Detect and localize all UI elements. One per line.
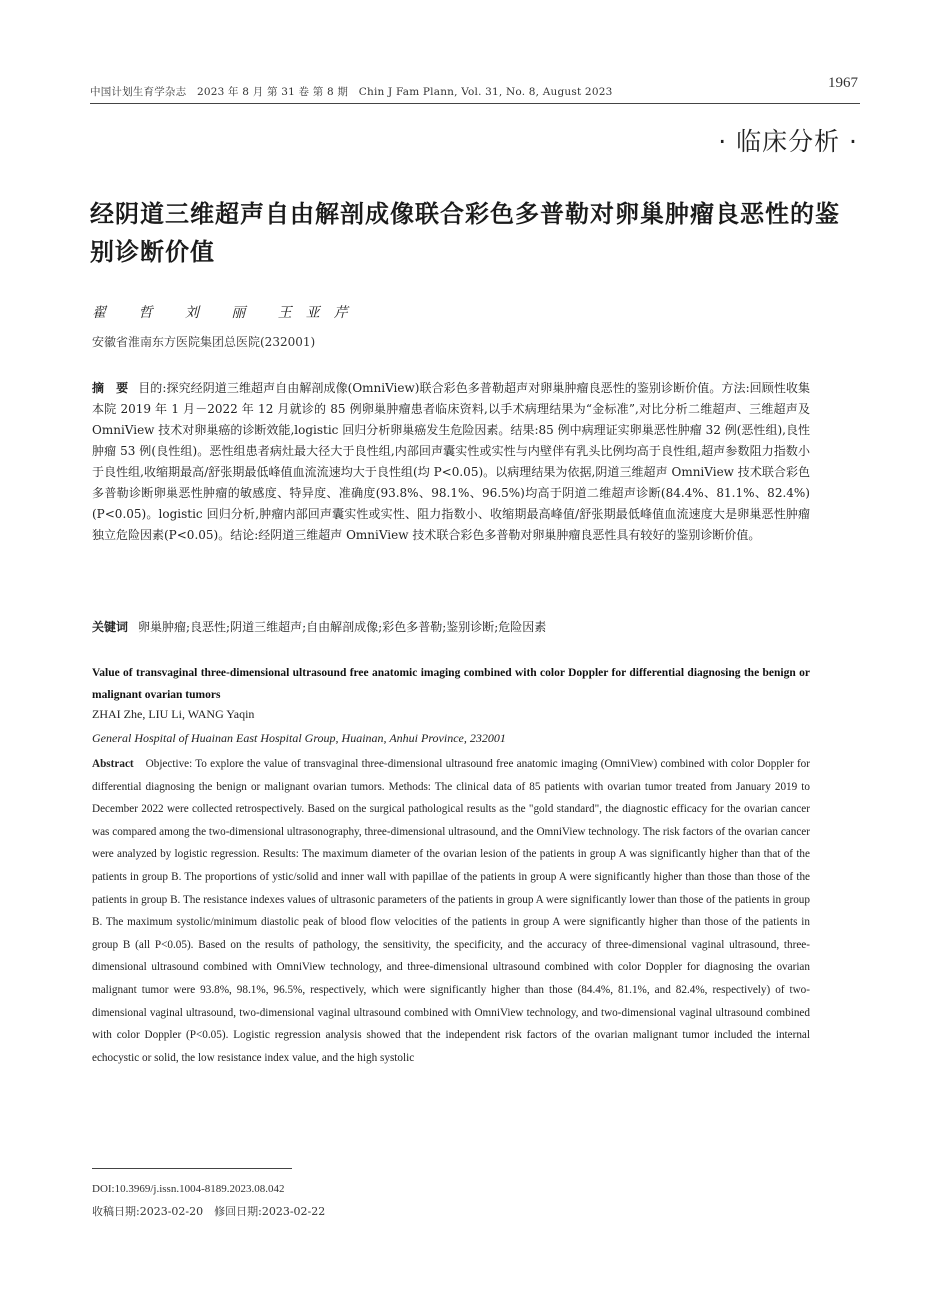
abstract-cn-label: 摘 要 bbox=[92, 381, 129, 395]
page-number: 1967 bbox=[828, 75, 858, 91]
footnote-rule bbox=[92, 1168, 292, 1169]
abstract-cn-text: 目的:探究经阴道三维超声自由解剖成像(OmniView)联合彩色多普勒超声对卵巢肿瘤良恶性的鉴别诊断价值。方法:回顾性收集本院 2019 年 1 月－2022 年 12 月就诊的 85 例卵巢肿瘤患者临床资料,以手术病理结果为“金标准”,对比分析二维超声、三维超声及 OmniView 技术对卵巢癌的诊断效能,logistic 回归分析卵巢癌发生危险因素。结果:85 例中病理证实卵巢恶性肿瘤 32 例(恶性组),良性肿瘤 53 例(良性组)。恶性组患者病灶最大径大于良性组,内部回声囊实性或实性与内壁伴有乳头比例均高于良性组,超声参数阻力指数小于良性组,收缩期最高/舒张期最低峰值血流流速均大于良性组(均 P<0.05)。以病理结果为依据,阴道三维超声 OmniView 技术联合彩色多普勒诊断卵巢恶性肿瘤的敏感度、特异度、准确度(93.8%、98.1%、96.5%)均高于阴道二维超声诊断(84.4%、81.1%、82.4%)(P<0.05)。logistic 回归分析,肿瘤内部回声囊实性或实性、阻力指数小、收缩期最高峰值/舒张期最低峰值血流速度大是卵巢恶性肿瘤独立危险因素(P<0.05)。结论:经阴道三维超声 OmniView 技术联合彩色多普勒对卵巢肿瘤良恶性具有较好的鉴别诊断价值。 bbox=[92, 381, 810, 542]
abstract-cn bbox=[92, 378, 810, 546]
authors: 翟 哲 刘 丽 王亚芹 bbox=[92, 305, 362, 321]
article-title: 经阴道三维超声自由解剖成像联合彩色多普勒对卵巢肿瘤良恶性的鉴别诊断价值 bbox=[90, 200, 840, 266]
doi: DOI:10.3969/j.issn.1004-8189.2023.08.042 bbox=[92, 1183, 285, 1195]
keywords-cn-text: 卵巢肿瘤;良恶性;阴道三维超声;自由解剖成像;彩色多普勒;鉴别诊断;危险因素 bbox=[138, 620, 547, 634]
english-authors: ZHAI Zhe, LIU Li, WANG Yaqin bbox=[92, 707, 255, 721]
english-title: Value of transvaginal three-dimensional ultrasound free anatomic imaging combined with color Doppler for differential diagnosing the benign or malignant ovarian tumors bbox=[92, 667, 810, 701]
keywords-cn-label: 关键词 bbox=[92, 620, 129, 634]
keywords-cn bbox=[92, 617, 810, 638]
abstract-en-text: Objective: To explore the value of transvaginal three-dimensional ultrasound free anatomic imaging (OmniView) combined with color Doppler for differential diagnosing the benign or malignant ovarian tumors. Methods: The clinical data of 85 patients with ovarian tumor treated from January 2019 to December 2022 were collected retrospectively. Based on the surgical pathological results as the "gold standard", the diagnostic efficacy for the ovarian cancer was compared among the two-dimensional ultrasonography, three-dimensional ultrasound, and the OmniView technology. The risk factors of the ovarian cancer were analyzed by logistic regression. Results: The maximum diameter of the ovarian lesion of the patients in group A was significantly higher than that of the patients in group B. The proportions of ystic/solid and inner wall with papillae of the patients in group A were significantly higher than those than those of the patients in group B. The resistance indexes values of ultrasonic parameters of the patients in group A were significantly lower than those of the patients in group B. The maximum systolic/minimum diastolic peak of blood flow velocities of the patients in group A were significantly higher than those of the patients in group B (all P<0.05). Based on the results of pathology, the sensitivity, the specificity, and the accuracy of three-dimensional vaginal ultrasound, three-dimensional ultrasound combined with OmniView technology, and three-dimensional ultrasound combined with color Doppler for diagnosing the ovarian malignant tumor were 93.8%, 98.1%, 96.5%, respectively, which were significantly higher than those (84.4%, 81.1%, and 82.4%, respectively) of two-dimensional vaginal ultrasound, two-dimensional vaginal ultrasound combined with OmniView technology, and two-dimensional vaginal ultrasound combined with color Doppler (P<0.05). Logistic regression analysis showed that the independent risk factors of the ovarian malignant tumor included the internal echocystic or solid, the low resistance index value, and the high systolic bbox=[92, 758, 810, 1064]
header-rule bbox=[90, 103, 860, 104]
running-head: 中国计划生育学杂志 2023 年 8 月 第 31 卷 第 8 期 Chin J Fam Plann, Vol. 31, No. 8, August 2023 bbox=[90, 86, 613, 98]
affiliation: 安徽省淮南东方医院集团总医院(232001) bbox=[92, 335, 316, 349]
abstract-en bbox=[92, 753, 810, 1069]
english-affiliation: General Hospital of Huainan East Hospital Group, Huainan, Anhui Province, 232001 bbox=[92, 731, 506, 745]
section-label: · 临床分析 · bbox=[718, 127, 858, 156]
abstract-en-label: Abstract bbox=[92, 758, 134, 770]
received-dates: 收稿日期:2023-02-20 修回日期:2023-02-22 bbox=[92, 1205, 326, 1218]
